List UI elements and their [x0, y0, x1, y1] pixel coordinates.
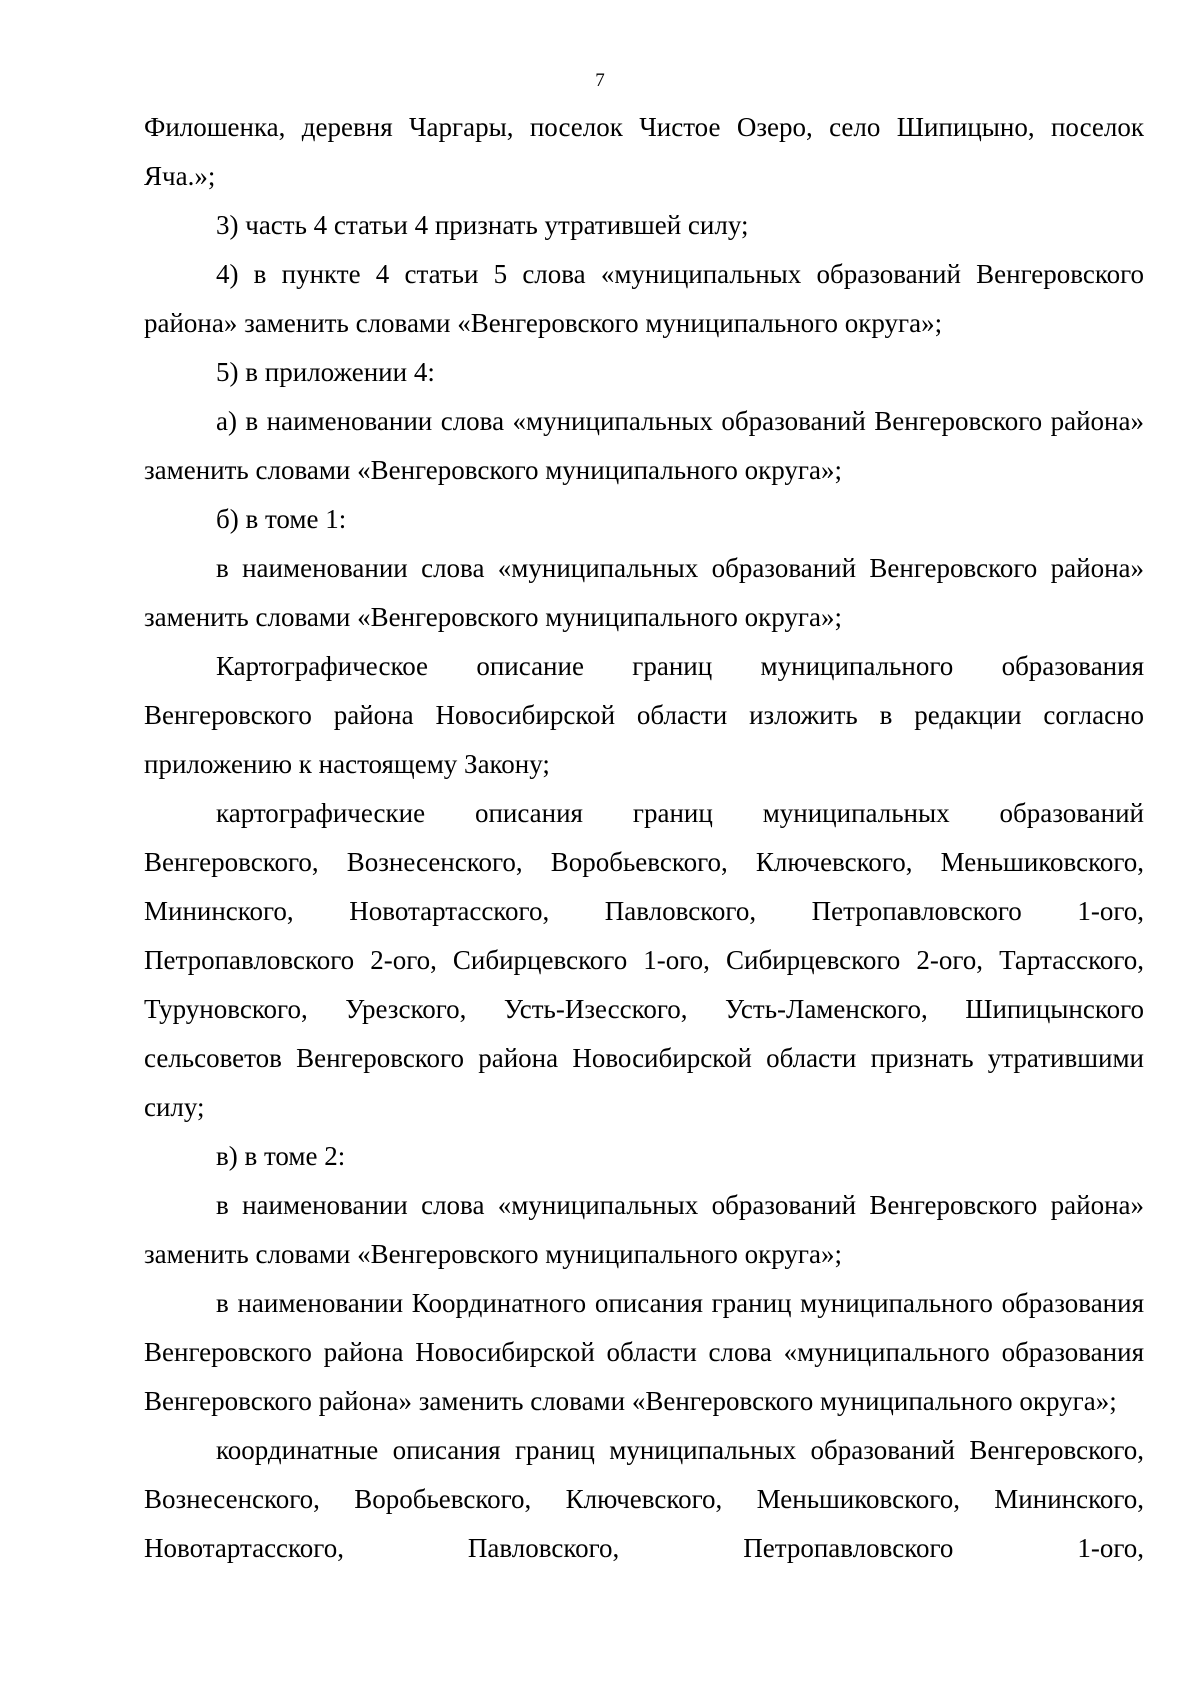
paragraph-continuation: Филошенка, деревня Чаргары, поселок Чистое Озеро, село Шипицыно, поселок Яча.»; [144, 112, 1144, 191]
paragraph-coordinate-description-title: в наименовании Координатного описания границ муниципального образования Венгеровского района Новосибирской области слова «муниципального образования Венгеровского района» заменить словами «Венгеровского муниципального округа»; [144, 1288, 1144, 1416]
paragraph-item-3: 3) часть 4 статьи 4 признать утратившей силу; [216, 210, 749, 240]
paragraph-volume1-title-change: в наименовании слова «муниципальных образований Венгеровского района» заменить словами «Венгеровского муниципального округа»; [144, 553, 1144, 632]
paragraph-item-5b: б) в томе 1: [216, 504, 347, 534]
paragraph-item-5a: а) в наименовании слова «муниципальных образований Венгеровского района» заменить словами «Венгеровского муниципального округа»; [144, 406, 1144, 485]
paragraph-item-5: 5) в приложении 4: [216, 357, 435, 387]
paragraph-item-5v: в) в томе 2: [216, 1141, 346, 1171]
paragraph-cartographic-description: Картографическое описание границ муниципального образования Венгеровского района Новосибирской области изложить в редакции согласно приложению к настоящему Закону; [144, 651, 1144, 779]
paragraph-coordinate-descriptions: координатные описания границ муниципальных образований Венгеровского, Вознесенского, Воробьевского, Ключевского, Меньшиковского, Мининского, Новотартасского, Павловского, Петропавловского 1-ого, [144, 1435, 1144, 1563]
paragraph-item-4: 4) в пункте 4 статьи 5 слова «муниципальных образований Венгеровского района» заменить словами «Венгеровского муниципального округа»; [144, 259, 1144, 338]
page-number: 7 [595, 70, 605, 91]
paragraph-cartographic-descriptions-void: картографические описания границ муниципальных образований Венгеровского, Вознесенского, Воробьевского, Ключевского, Меньшиковского, Мининского, Новотартасского, Павловского, Петропавловского 1-ого, Петропавловского 2-ого, Сибирцевского 1-ого, Сибирцевского 2-ого, Тартасского, Туруновского, Урезского, Усть-Изесского, Усть-Ламенского, Шипицынского сельсоветов Венгеровского района Новосибирской области признать утратившими силу; [144, 798, 1144, 1122]
paragraph-volume2-title-change: в наименовании слова «муниципальных образований Венгеровского района» заменить словами «Венгеровского муниципального округа»; [144, 1190, 1144, 1269]
document-body [144, 103, 1144, 1573]
